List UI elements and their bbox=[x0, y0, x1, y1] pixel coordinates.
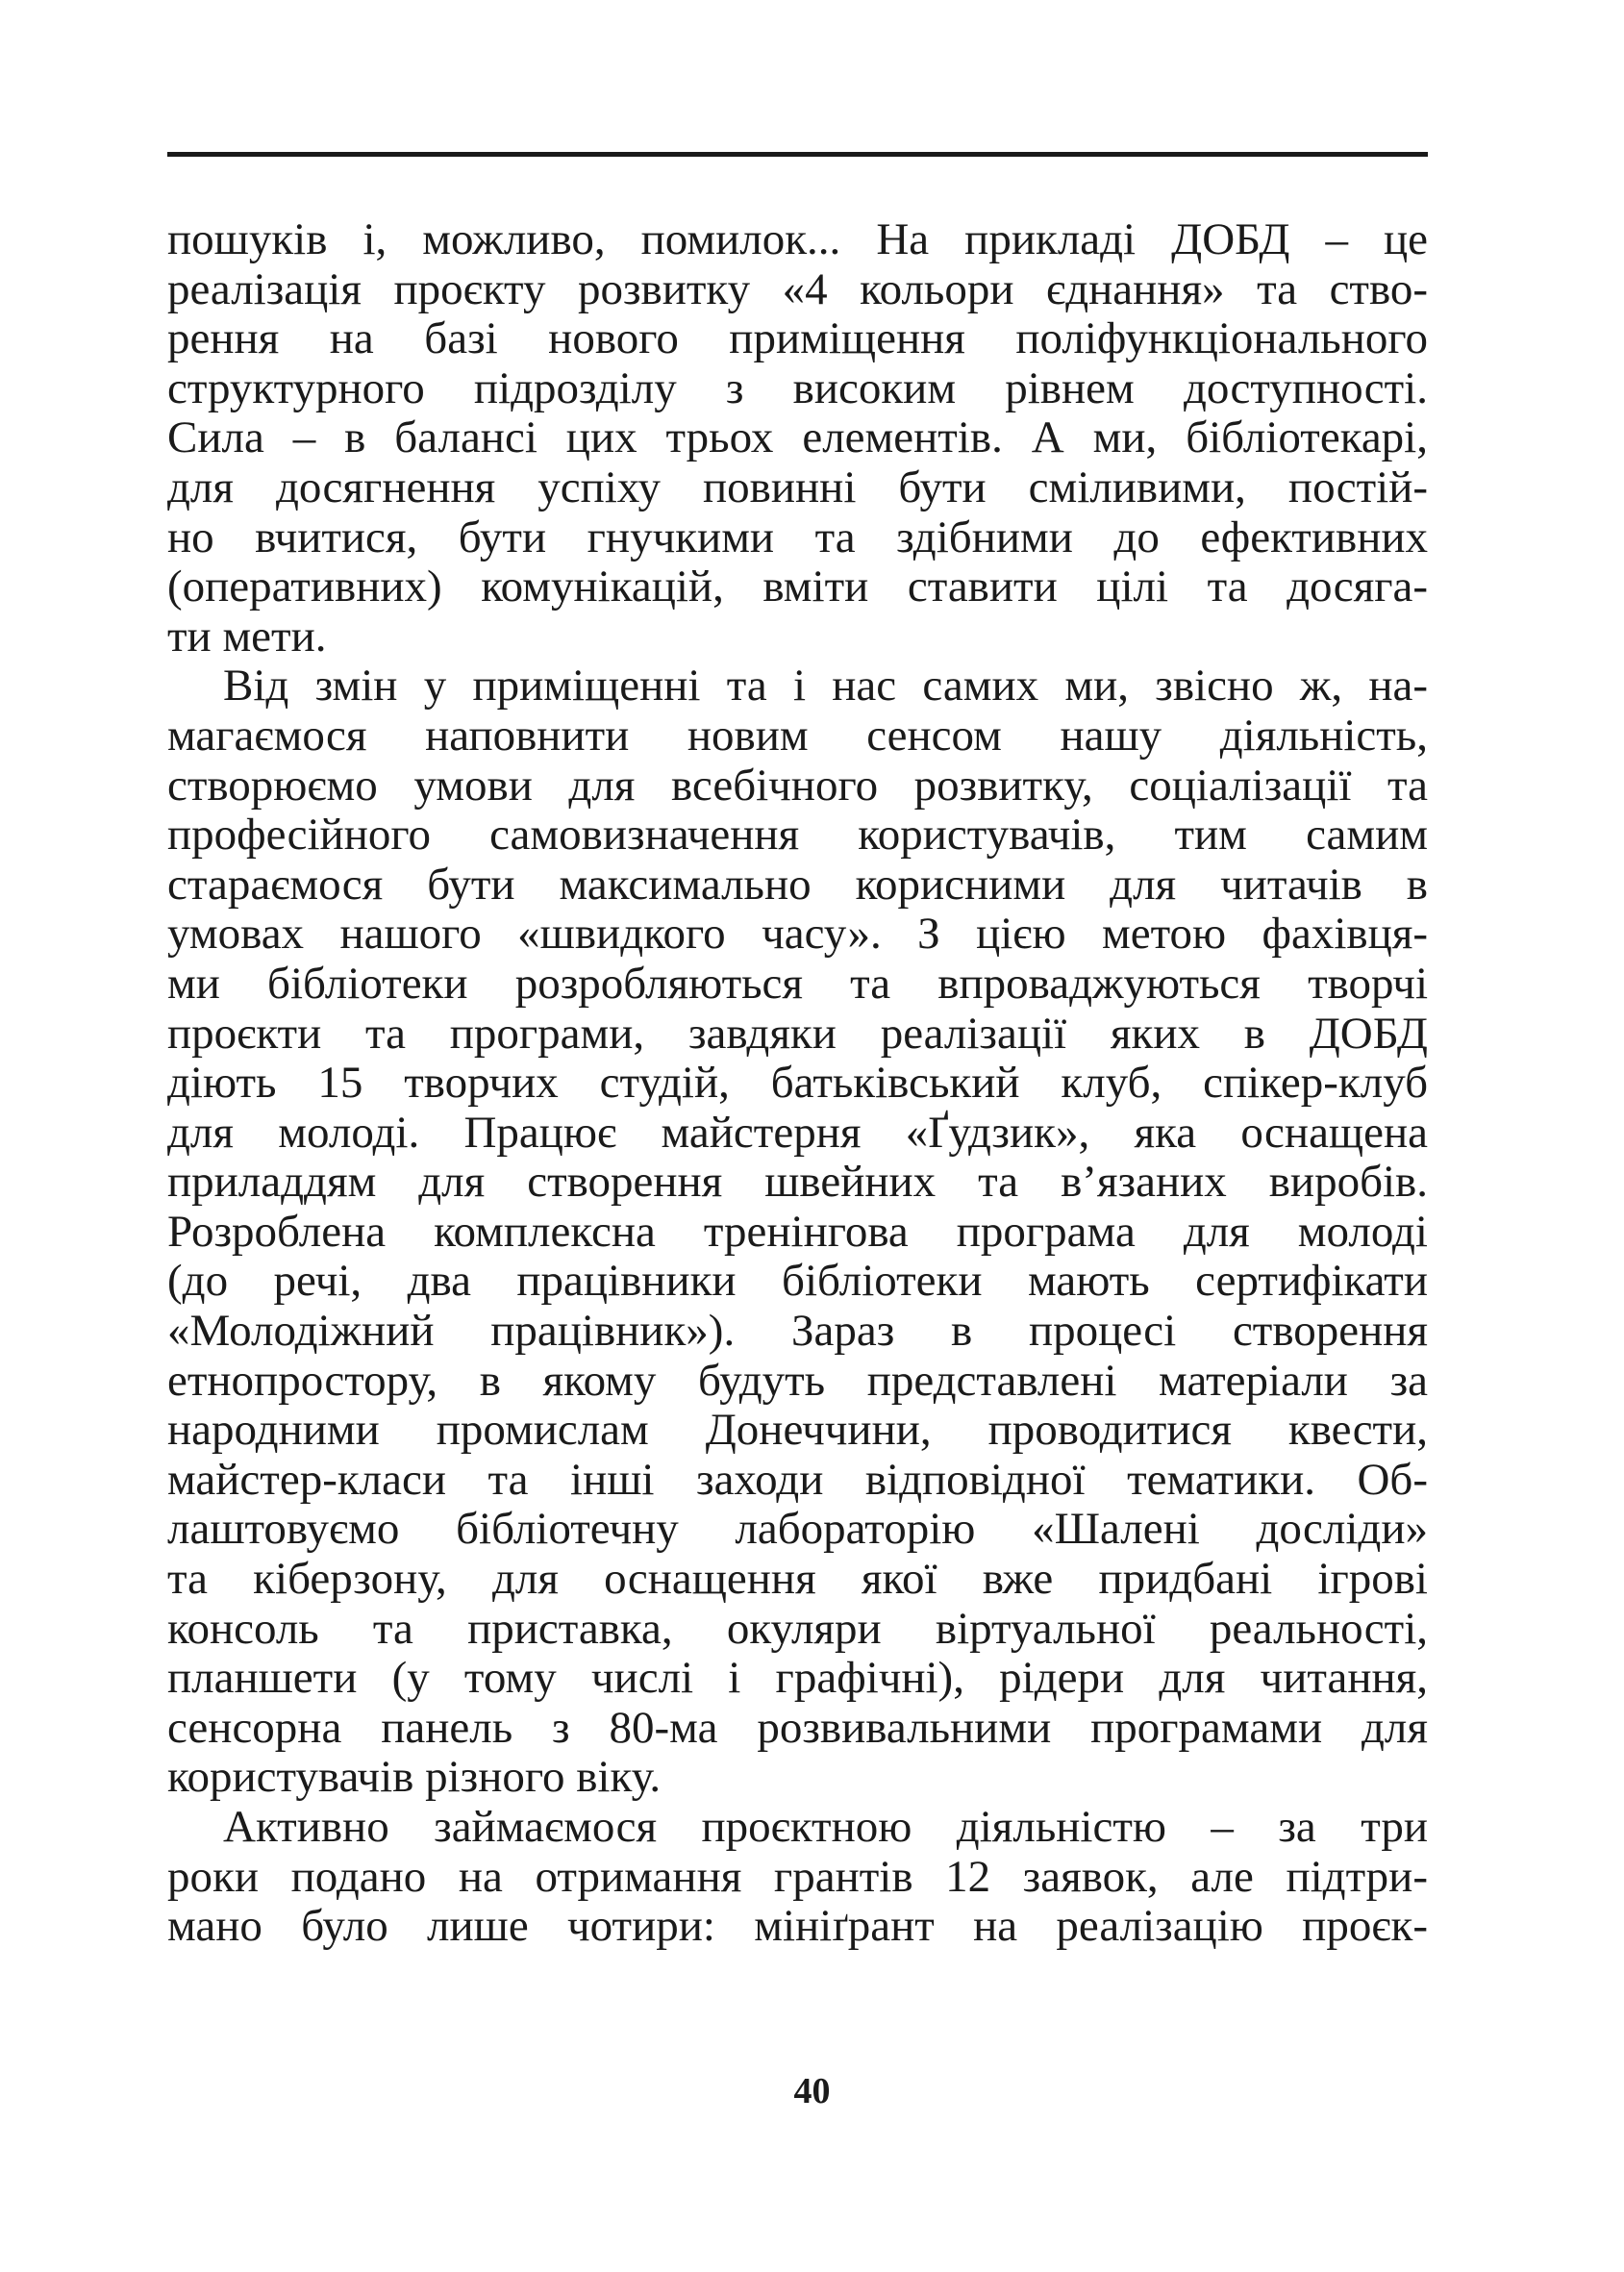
text-line: «Молодіжний працівник»). Зараз в процесі створення bbox=[167, 1306, 1428, 1357]
text-line: етнопростору, в якому будуть представлені матеріали за bbox=[167, 1355, 1428, 1406]
text-line: народними промислам Донеччини, проводитися квести, bbox=[167, 1405, 1428, 1456]
text-line: структурного підрозділу з високим рівнем доступності. bbox=[167, 362, 1428, 413]
text-line: консоль та приставка, окуляри віртуальної реальності, bbox=[167, 1603, 1428, 1654]
text-line: ти мети. bbox=[167, 611, 327, 662]
text-line: мано було лише чотири: мініґрант на реалізацію проєк- bbox=[167, 1901, 1428, 1952]
text-line: Активно займаємося проєктною діяльністю – за три bbox=[223, 1802, 1428, 1852]
text-line: створюємо умови для всебічного розвитку, соціалізації та bbox=[167, 760, 1428, 811]
text-line: реалізація проєкту розвитку «4 кольори єднання» та ство- bbox=[167, 263, 1428, 314]
text-line: та кіберзону, для оснащення якої вже придбані ігрові bbox=[167, 1554, 1428, 1605]
text-line: проєкти та програми, завдяки реалізації яких в ДОБД bbox=[167, 1008, 1428, 1059]
paragraph bbox=[167, 1803, 1428, 1952]
text-line: рення на базі нового приміщення поліфункціонального bbox=[167, 313, 1428, 364]
text-line: планшети (у тому числі і графічні), рідери для читання, bbox=[167, 1653, 1428, 1704]
text-line: приладдям для створення швейних та в’язаних виробів. bbox=[167, 1157, 1428, 1208]
text-line: но вчитися, бути гнучкими та здібними до ефективних bbox=[167, 512, 1428, 562]
text-line: Розроблена комплексна тренінгова програма для молоді bbox=[167, 1206, 1428, 1257]
text-line: (оперативних) комунікацій, вміти ставити цілі та досяга- bbox=[167, 562, 1428, 612]
paragraph bbox=[167, 662, 1428, 1803]
page-number: 40 bbox=[793, 2071, 831, 2111]
text-line: ми бібліотеки розробляються та впроваджуються творчі bbox=[167, 958, 1428, 1009]
text-line: Від змін у приміщенні та і нас самих ми, звісно ж, на- bbox=[223, 661, 1428, 712]
text-line: пошуків і, можливо, помилок... На прикладі ДОБД – це bbox=[167, 214, 1428, 264]
text-line: умовах нашого «швидкого часу». З цією метою фахівця- bbox=[167, 909, 1428, 960]
text-line: (до речі, два працівники бібліотеки мають сертифікати bbox=[167, 1256, 1428, 1307]
text-line: магаємося наповнити новим сенсом нашу діяльність, bbox=[167, 710, 1428, 761]
text-line: роки подано на отримання грантів 12 заявок, але підтри- bbox=[167, 1851, 1428, 1902]
text-line: користувачів різного віку. bbox=[167, 1752, 662, 1803]
text-line: Сила – в балансі цих трьох елементів. А ми, бібліотекарі, bbox=[167, 412, 1428, 463]
text-line: лаштовуємо бібліотечну лабораторію «Шалені досліди» bbox=[167, 1504, 1428, 1555]
page-body bbox=[167, 215, 1428, 1952]
text-line: діють 15 творчих студій, батьківський клуб, спікер-клуб bbox=[167, 1058, 1428, 1109]
text-line: для молоді. Працює майстерня «Ґудзик», яка оснащена bbox=[167, 1107, 1428, 1158]
text-line: майстер-класи та інші заходи відповідної тематики. Об- bbox=[167, 1454, 1428, 1505]
text-line: для досягнення успіху повинні бути сміливими, постій- bbox=[167, 462, 1428, 512]
header-rule bbox=[167, 152, 1428, 157]
text-line: професійного самовизначення користувачів, тим самим bbox=[167, 810, 1428, 861]
paragraph bbox=[167, 215, 1428, 662]
text-line: сенсорна панель з 80-ма розвивальними програмами для bbox=[167, 1702, 1428, 1753]
text-line: стараємося бути максимально корисними для читачів в bbox=[167, 859, 1428, 910]
